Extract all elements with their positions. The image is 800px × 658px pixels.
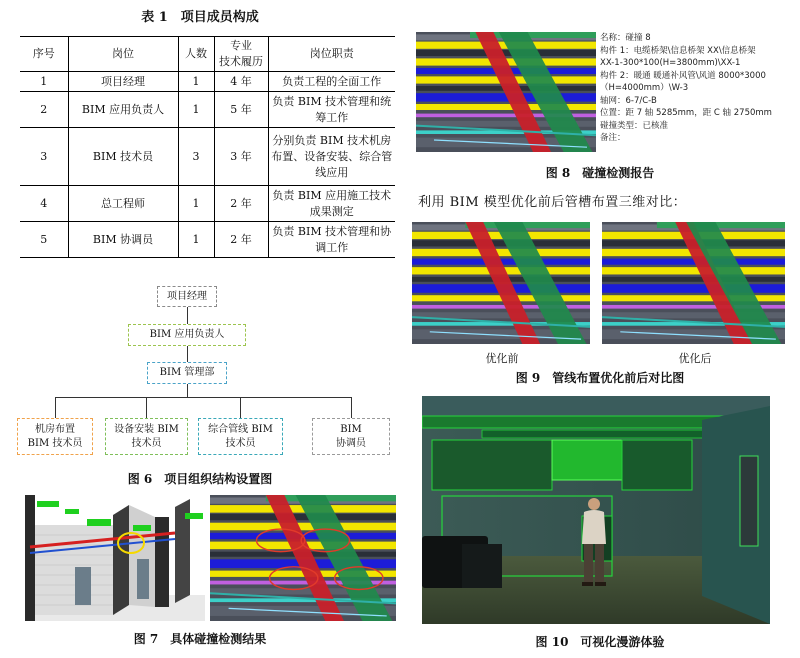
org-node-label: 设备安装 BIM: [114, 423, 179, 435]
fig9-before-render: [412, 222, 590, 344]
table-row: [20, 128, 395, 186]
org-node-label: 项目经理: [167, 290, 207, 302]
org-node-label: 技术员: [225, 437, 256, 449]
org-node-label: BIM 技术员: [27, 437, 83, 449]
cell-experience: 2 年: [214, 222, 268, 258]
cell-duty: 负责 BIM 技术管理和统筹工作: [268, 92, 395, 128]
duct-band: [210, 523, 396, 531]
org-node-pipeline-tech: [198, 418, 283, 455]
duct-band: [602, 284, 785, 293]
report-line: 构件 1：电缆桥架\信息桥架 XX\信息桥架: [600, 45, 756, 56]
org-connector: [55, 397, 352, 398]
table-title: 表 1 项目成员构成: [141, 10, 259, 25]
cell-experience: 4 年: [214, 72, 268, 92]
cell-experience: 5 年: [214, 92, 268, 128]
header-count: 人数: [178, 37, 214, 72]
cell-count: 1: [178, 92, 214, 128]
org-node-label: 协调员: [336, 437, 366, 449]
report-line: 名称：碰撞 8: [600, 33, 651, 43]
cell-duty: 分别负责 BIM 技术机房布置、设备安装、综合管线应用: [268, 128, 395, 186]
fig8-caption: 图 8 碰撞检测报告: [545, 166, 655, 180]
cell-count: 1: [178, 186, 214, 222]
report-line: 备注：: [600, 133, 626, 143]
fig7-building-render: [25, 495, 205, 621]
cell-experience: 2 年: [214, 186, 268, 222]
org-connector: [187, 346, 188, 362]
org-node-room-tech: [17, 418, 93, 455]
duct-band: [412, 240, 590, 246]
cell-position: BIM 协调员: [68, 222, 178, 258]
duct-band: [412, 249, 590, 256]
report-line: 碰撞类型：已核准: [600, 120, 669, 131]
cell-experience: 3 年: [214, 128, 268, 186]
org-node-project-manager: [157, 286, 217, 307]
cell-duty: 负责 BIM 应用施工技术成果测定: [268, 186, 395, 222]
comparison-sentence: 利用 BIM 模型优化前后管槽布置三维对比：: [418, 195, 687, 210]
header-position: 岗位: [68, 37, 178, 72]
cell-position: 项目经理: [68, 72, 178, 92]
org-node-bim-lead: [128, 324, 246, 346]
cell-duty: 负责工程的全面工作: [268, 72, 395, 92]
duct-band: [210, 514, 396, 520]
org-connector: [146, 397, 147, 418]
cell-index: 2: [20, 92, 68, 128]
org-connector: [240, 397, 241, 418]
cell-index: 3: [20, 128, 68, 186]
cell-count: 1: [178, 222, 214, 258]
header-duty: 岗位职责: [268, 37, 395, 72]
table-header-row: [20, 37, 395, 72]
fig9-caption: 图 9 管线布置优化前后对比图: [515, 371, 685, 385]
report-line: XX-1-300*100(H=3800mm)\XX-1: [600, 58, 741, 68]
table-row: [20, 92, 395, 128]
cell-index: 5: [20, 222, 68, 258]
fig7-caption: 图 7 具体碰撞检测结果: [133, 632, 267, 646]
org-node-equipment-tech: [105, 418, 188, 455]
report-line: 轴网：6-7/C-B: [600, 95, 657, 106]
org-node-label: 综合管线 BIM: [208, 423, 273, 435]
header-experience: 专业 技术履历: [214, 37, 268, 72]
cell-position: BIM 应用负责人: [68, 92, 178, 128]
cell-index: 1: [20, 72, 68, 92]
report-line: 构件 2：暖通 暖通补风管\风道 8000*3000: [600, 70, 766, 81]
table-row: [20, 186, 395, 222]
org-node-label: BIM 应用负责人: [149, 329, 225, 340]
duct-band: [602, 277, 785, 282]
fig10-caption: 图 10 可视化漫游体验: [535, 635, 665, 649]
cell-duty: 负责 BIM 技术管理和协调工作: [268, 222, 395, 258]
cell-index: 4: [20, 186, 68, 222]
cell-count: 1: [178, 72, 214, 92]
fig9-before-label: 优化前: [485, 352, 519, 365]
org-connector: [55, 397, 56, 418]
org-node-label: BIM 管理部: [159, 367, 215, 378]
cell-position: BIM 技术员: [68, 128, 178, 186]
fig7-collision-render: [210, 495, 396, 621]
org-connector: [351, 397, 352, 418]
org-node-label: 技术员: [131, 437, 162, 449]
fig8-collision-render: [416, 32, 596, 152]
members-table: [20, 36, 395, 258]
org-connector: [187, 307, 188, 324]
duct-band: [602, 267, 785, 274]
duct-band: [416, 50, 596, 56]
collision-report: [600, 32, 798, 145]
fig10-walkthrough-render: [422, 396, 770, 624]
org-node-bim-dept: [147, 362, 227, 384]
org-node-label: BIM: [340, 423, 362, 435]
fig6-caption: 图 6 项目组织结构设置图: [127, 472, 273, 486]
org-node-coordinator: [312, 418, 390, 455]
cell-position: 总工程师: [68, 186, 178, 222]
report-line: （H=4000mm）\W-3: [600, 83, 689, 93]
org-connector: [187, 384, 188, 397]
header-index: 序号: [20, 37, 68, 72]
table-row: [20, 72, 395, 92]
report-line: 位置：距 7 轴 5285mm，距 C 轴 2750mm: [600, 108, 772, 118]
fig9-after-render: [602, 222, 785, 344]
org-node-label: 机房布置: [35, 423, 75, 435]
table-row: [20, 222, 395, 258]
cell-count: 3: [178, 128, 214, 186]
fig9-after-label: 优化后: [678, 352, 712, 365]
